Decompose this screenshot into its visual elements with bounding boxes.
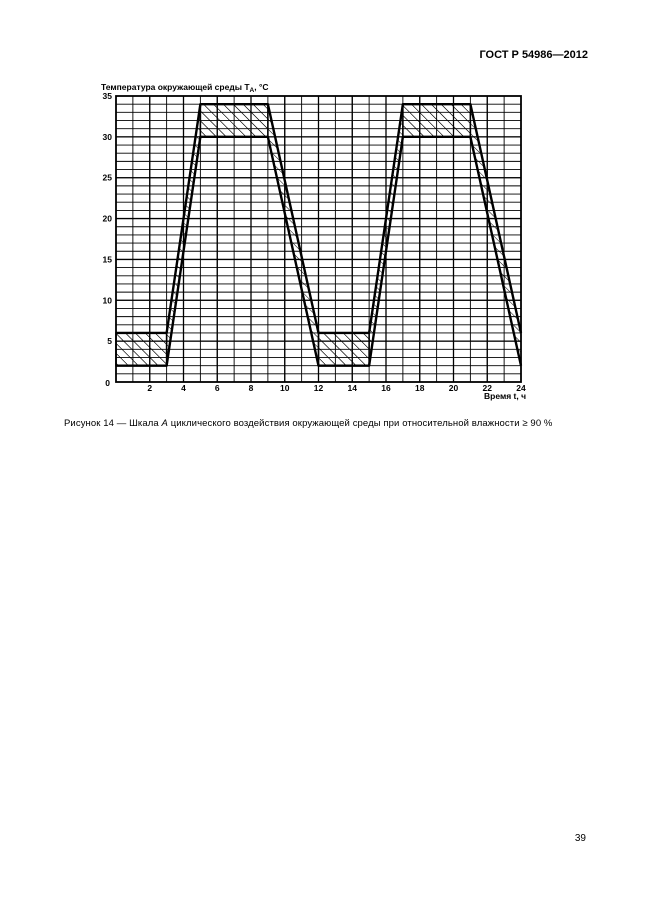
figure-caption bbox=[64, 418, 552, 429]
y-axis-title bbox=[101, 82, 269, 94]
page-number: 39 bbox=[574, 833, 586, 844]
standard-number: ГОСТ Р 54986—2012 bbox=[479, 49, 588, 61]
x-tick-label: 16 bbox=[381, 383, 391, 393]
x-tick-label: 22 bbox=[482, 383, 492, 393]
y-tick-label: 25 bbox=[102, 172, 112, 183]
y-axis-title-unit: , °С bbox=[254, 82, 269, 92]
x-tick-label: 8 bbox=[248, 383, 254, 393]
y-tick-label: 5 bbox=[107, 336, 112, 347]
x-tick-label: 20 bbox=[448, 383, 459, 393]
x-axis-title: Время t, ч bbox=[484, 391, 527, 401]
y-axis-title-main: Температура окружающей среды T bbox=[101, 82, 250, 92]
x-tick-label: 14 bbox=[347, 383, 357, 393]
x-tick-label: 10 bbox=[280, 383, 290, 393]
y-tick-label: 15 bbox=[102, 254, 112, 265]
x-tick-label: 18 bbox=[415, 383, 425, 393]
y-tick-label: 10 bbox=[102, 295, 112, 306]
y-tick-label: 30 bbox=[102, 131, 112, 142]
major-gridlines bbox=[116, 96, 521, 382]
origin-label: 0 bbox=[105, 378, 110, 388]
x-tick-label: 24 bbox=[516, 383, 526, 393]
caption-scale-letter: A bbox=[161, 418, 168, 429]
caption-suffix: циклического воздействия окружающей среды при относительной влажности ≥ 90 % bbox=[167, 418, 553, 429]
x-tick-label: 12 bbox=[313, 383, 324, 393]
y-axis-title-subscript: A bbox=[249, 87, 255, 94]
x-tick-label: 6 bbox=[214, 383, 220, 393]
caption-prefix: Рисунок 14 — Шкала bbox=[64, 418, 162, 429]
y-tick-label: 35 bbox=[102, 91, 112, 101]
x-tick-label: 4 bbox=[181, 383, 186, 393]
x-tick-label: 2 bbox=[147, 383, 153, 393]
y-tick-label: 20 bbox=[102, 213, 112, 224]
